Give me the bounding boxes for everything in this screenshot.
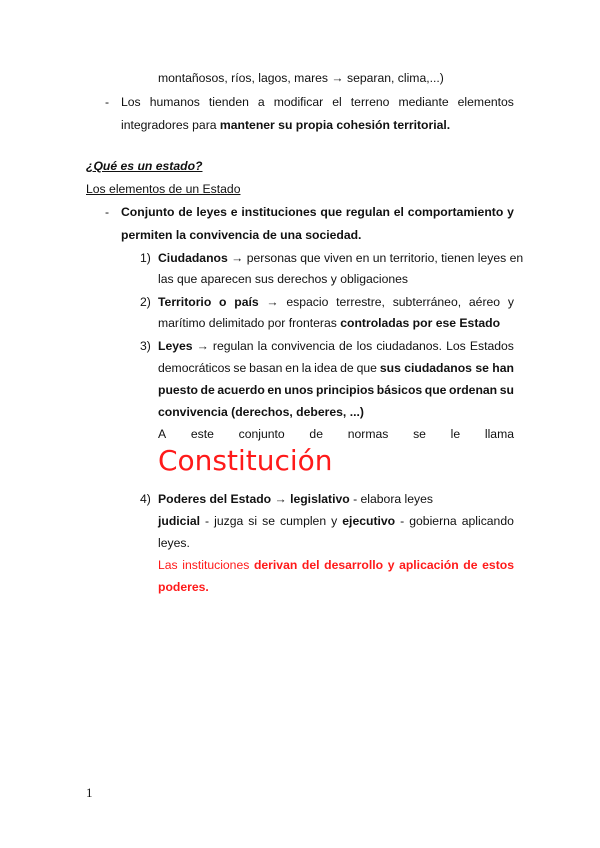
word: terreno [350, 95, 390, 109]
word: regulan [345, 205, 390, 219]
word: democráticos [158, 361, 231, 375]
word: leyes [196, 205, 227, 219]
word: que [424, 383, 447, 397]
word: derivan [253, 558, 298, 572]
section-heading: ¿Qué es un estado? [86, 159, 203, 173]
word: - [400, 514, 405, 528]
word: conjunto [238, 427, 285, 441]
word: básicos [376, 383, 423, 397]
word: A [158, 427, 167, 441]
bold-text: mantener su propia cohesión territorial. [219, 118, 451, 132]
word: se [262, 514, 276, 528]
word: se [413, 427, 426, 441]
word: terrestre, [336, 295, 385, 309]
item-1-line-2: las que aparecen sus derechos y obligaciones [158, 272, 409, 286]
intro-line-3 [121, 119, 450, 131]
item-3-number: 3) [140, 339, 151, 353]
word: puesto [158, 383, 198, 397]
word: la [257, 339, 268, 353]
word: Leyes [158, 339, 193, 353]
word: ordenan [449, 383, 498, 397]
text: → personas que viven en un territorio, tienen leyes en [227, 251, 524, 265]
word: elementos [457, 95, 514, 109]
word: Estados [469, 339, 514, 353]
word: en [285, 361, 299, 375]
word: que [320, 205, 343, 219]
item-3-line-3 [158, 384, 514, 396]
item-2-line-2 [158, 317, 500, 329]
item-4-number: 4) [140, 492, 151, 506]
word: espacio [286, 295, 329, 309]
text: - elabora leyes [349, 492, 434, 506]
word: y [331, 514, 338, 528]
intro-bullet: - [105, 95, 110, 109]
word: instituciones [182, 558, 250, 572]
word: se [233, 361, 247, 375]
word: ejecutivo [342, 514, 396, 528]
bold-text: Ciudadanos [158, 251, 228, 265]
word: Las [158, 558, 178, 572]
main-bullet-line-1 [121, 206, 514, 218]
word: → [266, 295, 279, 309]
word: humanos [149, 95, 200, 109]
word: que [356, 361, 377, 375]
word: judicial [158, 514, 200, 528]
word: gobierna [409, 514, 457, 528]
word: normas [347, 427, 389, 441]
word: estos [482, 558, 514, 572]
word: idea [314, 361, 338, 375]
word: o [219, 295, 227, 309]
main-bullet-line-2: permiten la convivencia de una sociedad. [121, 228, 362, 242]
item-3-line-1 [158, 340, 514, 352]
word: instituciones [241, 205, 317, 219]
word: el [332, 95, 342, 109]
word: de [340, 361, 354, 375]
word: a [257, 95, 265, 109]
word: tienden [208, 95, 249, 109]
word: en [267, 383, 282, 397]
text: marítimo delimitado por fronteras [158, 316, 341, 330]
word: desarrollo [324, 558, 384, 572]
item-3-line-4: convivencia (derechos, deberes, ...) [158, 405, 364, 419]
item-3-line-5 [158, 428, 514, 440]
text: integradores para [121, 118, 220, 132]
word: convivencia [271, 339, 335, 353]
word: e [230, 205, 238, 219]
word: de [463, 558, 478, 572]
word: basan [249, 361, 283, 375]
word: de [200, 383, 215, 397]
word: regulan [212, 339, 254, 353]
word: - [205, 514, 210, 528]
page-number: 1 [86, 785, 93, 800]
word: sus ciudadanos se han [379, 361, 514, 375]
word: juzga [214, 514, 244, 528]
word: país [234, 295, 259, 309]
item-4-line-3: leyes. [158, 536, 190, 550]
item-2-line-1 [158, 296, 514, 308]
word: llama [484, 427, 514, 441]
word: y [387, 558, 395, 572]
word: mediante [398, 95, 449, 109]
item-4-line-5: poderes. [158, 580, 209, 594]
word: comportamiento [407, 205, 504, 219]
word: este [190, 427, 214, 441]
word: subterráneo, [392, 295, 462, 309]
word: si [248, 514, 258, 528]
word: ciudadanos. [376, 339, 443, 353]
word: de [178, 205, 193, 219]
word: Los [446, 339, 466, 353]
main-bullet: - [105, 205, 110, 219]
word: los [356, 339, 373, 353]
word: aplicación [399, 558, 459, 572]
word: unos [284, 383, 314, 397]
word: aplicando [461, 514, 514, 528]
intro-line-2 [121, 96, 514, 108]
constitucion-highlight: Constitución [158, 444, 333, 477]
intro-line-1: montañosos, ríos, lagos, mares → separan, clima,...) [158, 71, 444, 85]
item-3-line-2 [158, 362, 514, 374]
word: aéreo [468, 295, 501, 309]
word: Conjunto [121, 205, 175, 219]
word: la [301, 361, 312, 375]
section-subheading: Los elementos de un Estado [86, 182, 241, 196]
word: del [301, 558, 320, 572]
word: de [309, 427, 323, 441]
bold-text: Poderes del Estado → legislativo [158, 492, 350, 506]
word: Territorio [158, 295, 212, 309]
word: y [507, 205, 514, 219]
item-4-line-2 [158, 515, 514, 527]
bold-text: controladas por ese Estado [340, 316, 501, 330]
word: el [393, 205, 404, 219]
word: cumplen [280, 514, 327, 528]
word: y [507, 295, 514, 309]
word: principios [315, 383, 375, 397]
word: Los [121, 95, 141, 109]
item-2-number: 2) [140, 295, 151, 309]
word: de [339, 339, 353, 353]
item-1-number: 1) [140, 251, 151, 265]
item-1-line-1 [158, 252, 523, 264]
word: → [196, 339, 209, 353]
word: acuerdo [217, 383, 265, 397]
word: le [450, 427, 461, 441]
item-4-line-4 [158, 559, 514, 571]
item-4-line-1 [158, 493, 433, 505]
word: modificar [273, 95, 324, 109]
word: su [499, 383, 514, 397]
